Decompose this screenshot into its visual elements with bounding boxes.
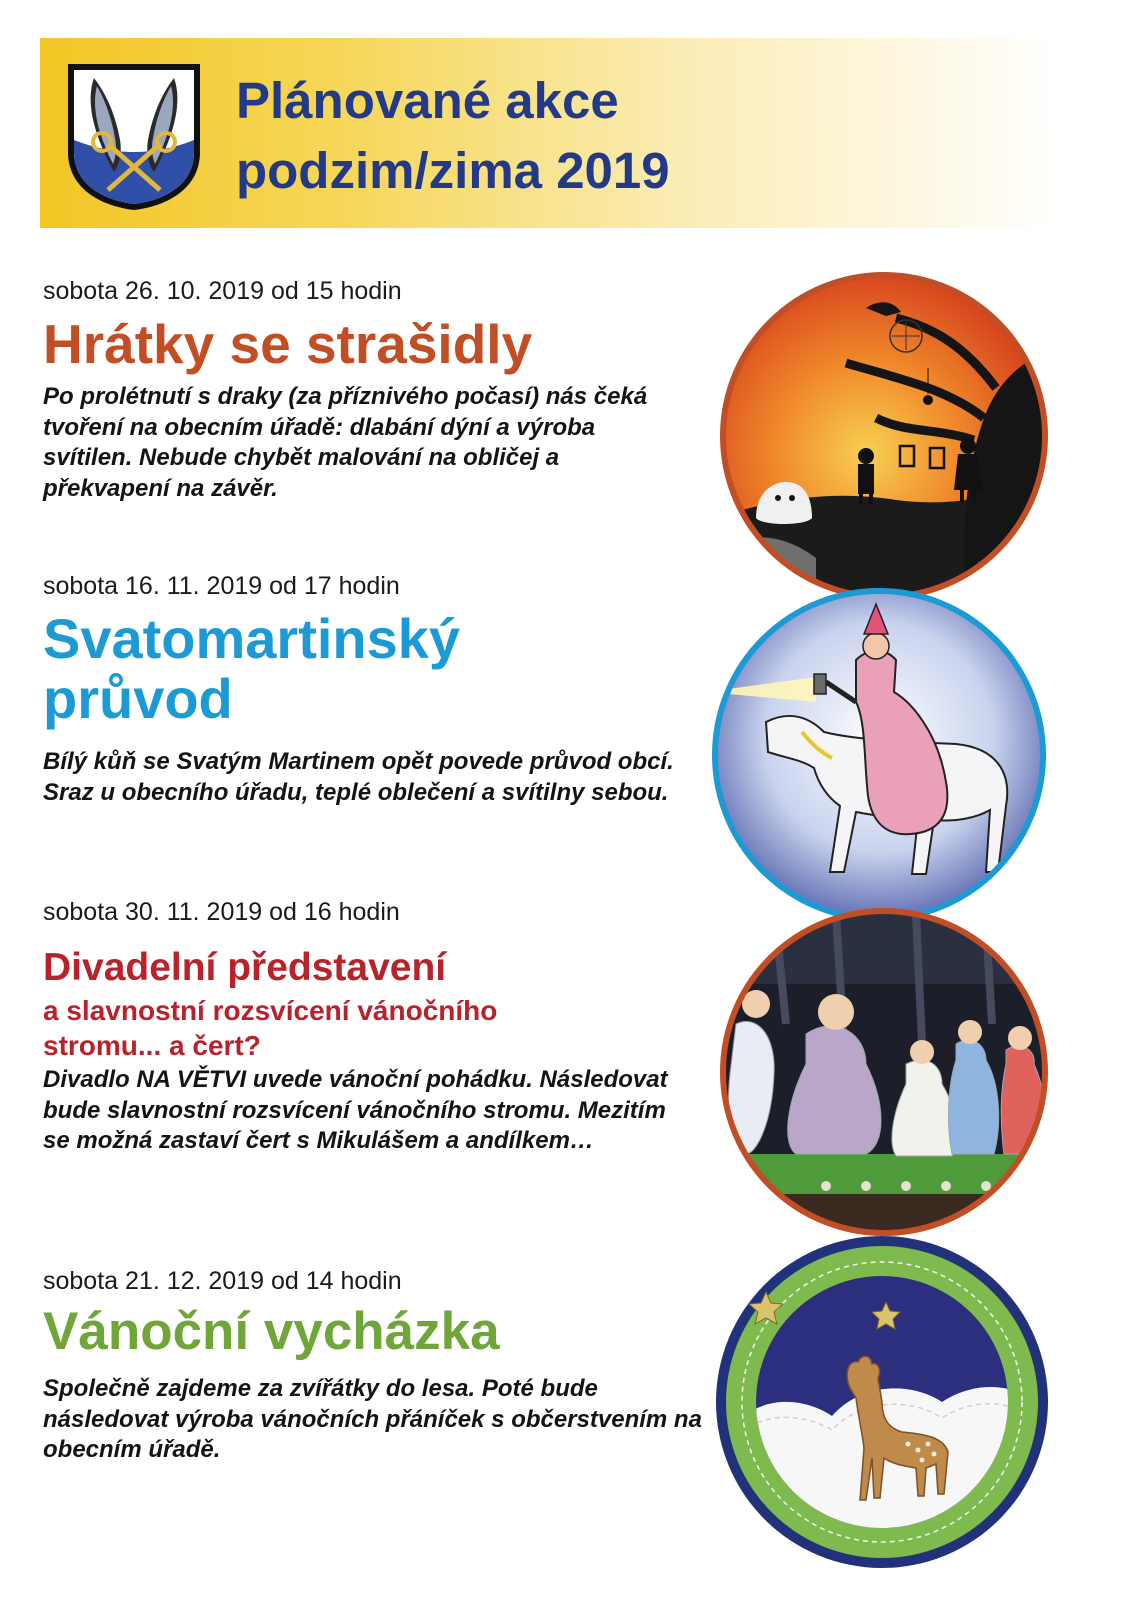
event-description: Společně zajdeme za zvířátky do lesa. Poté bude následovat výroba vánočních přáníček s občerstvením na obecním úřadě. — [43, 1375, 702, 1463]
puppet-theatre-photo — [716, 904, 1052, 1240]
event-halloween — [43, 276, 703, 504]
event-christmas-walk — [43, 1266, 703, 1466]
event-title — [43, 609, 703, 729]
event-theatre — [43, 897, 703, 1157]
event-subtitle-line2: stromu... a čert? — [43, 1030, 261, 1061]
event-saint-martin — [43, 571, 703, 808]
saint-martin-on-white-horse-illustration — [706, 582, 1052, 928]
event-date: sobota 30. 11. 2019 od 16 hodin — [43, 898, 400, 926]
event-title: Divadelní představení — [43, 946, 447, 989]
event-description: Po prolétnutí s draky (za příznivého počasí) nás čeká tvoření na obecním úřadě: dlabání dýní a výroba svítilen. Nebude chybět malování na obličej a překvapení na závěr. — [43, 383, 648, 502]
event-title: Hrátky se strašidly — [43, 313, 533, 375]
event-description: Divadlo NA VĚTVI uvede vánoční pohádku. Následovat bude slavnostní rozsvícení vánočního stromu. Mezitím se možná zastaví čert s Mikulášem a andílkem… — [43, 1066, 668, 1154]
event-date: sobota 26. 10. 2019 od 15 hodin — [43, 277, 402, 305]
page-title-line2: podzim/zima 2019 — [236, 142, 670, 199]
municipal-coat-of-arms-icon — [64, 60, 204, 212]
event-description: Bílý kůň se Svatým Martinem opět povede průvod obcí. Sraz u obecního úřadu, teplé oblečení a svítilny sebou. — [43, 748, 674, 806]
event-title-line2: průvod — [43, 667, 233, 730]
event-title: Vánoční vycházka — [43, 1302, 500, 1361]
page-title — [236, 66, 670, 206]
event-date: sobota 16. 11. 2019 od 17 hodin — [43, 572, 400, 600]
event-subtitle-line1: a slavnostní rozsvícení vánočního — [43, 995, 498, 1026]
page-title-line1: Plánované akce — [236, 72, 619, 129]
event-title-line1: Svatomartinský — [43, 607, 461, 670]
deer-christmas-card-craft — [712, 1232, 1052, 1572]
event-date: sobota 21. 12. 2019 od 14 hodin — [43, 1267, 402, 1295]
halloween-ghost-tree-illustration — [716, 268, 1052, 604]
